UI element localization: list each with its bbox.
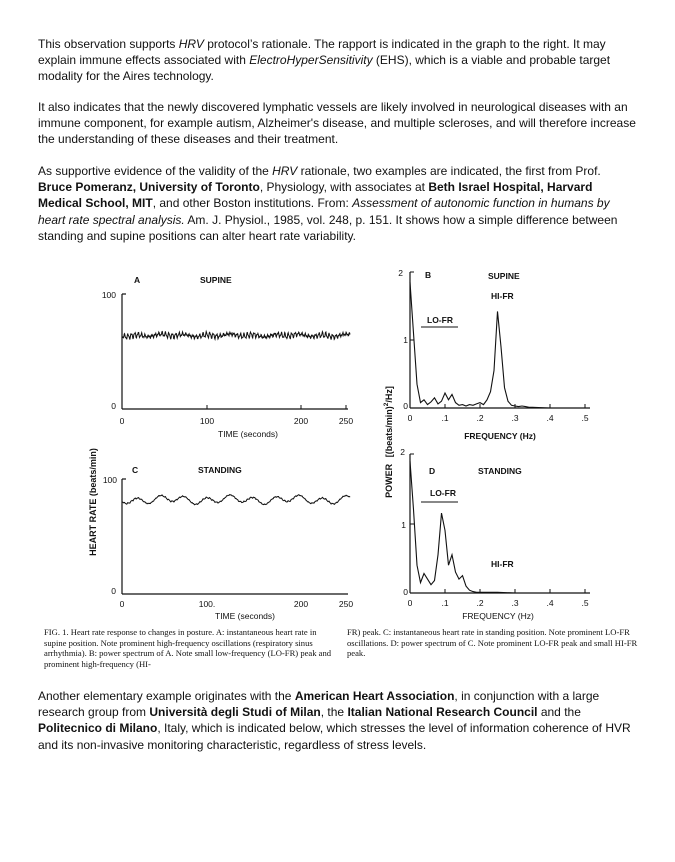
panel-d-x-label: FREQUENCY (Hz)	[462, 611, 534, 621]
panel-b-y-tick-label-2: 2	[398, 268, 403, 278]
panel-d-letter: D	[429, 466, 436, 476]
text-run: Italian National Research Council	[347, 705, 538, 720]
text-run: Another elementary example originates with the	[38, 689, 295, 703]
text-run: American Heart Association	[294, 689, 455, 703]
text-run: Am. J. Physiol., 1985, vol. 248, p. 151. It shows how a simple difference between standing and supine positions can alter heart rate variability.	[38, 212, 618, 243]
panel-c-y-top: 100	[102, 475, 117, 485]
figure-svg	[80, 262, 660, 622]
text-run: Assessment of autonomic function in humans by heart rate spectral analysis.	[38, 196, 610, 227]
panel-d-lo-label: LO-FR	[430, 488, 456, 498]
panel-b-y-tick-label-1: 1	[403, 335, 408, 345]
panel-c-x-tick-label-200: 200	[293, 599, 309, 609]
panel-d-x-tick-label: .3	[511, 598, 519, 608]
y-axis-power-prefix: POWER	[384, 463, 394, 498]
paragraph-3	[38, 163, 638, 244]
panel-c-y-bottom: 0	[111, 586, 116, 596]
figure-caption-left: FIG. 1. Heart rate response to changes in posture. A: instantaneous heart rate in supine position. Note prominent high-frequency oscillations (respiratory sinus arrhythmia). B: power spectrum of A. Note small low-frequency (LO-FR) peak and prominent high-frequency (HI-	[44, 627, 332, 669]
text-run: Politecnico di Milano	[38, 721, 158, 736]
text-run: Beth Israel Hospital, Harvard Medical School, MIT	[38, 180, 593, 211]
panel-b-hi-label: HI-FR	[491, 291, 514, 301]
panel-b-title: SUPINE	[488, 271, 520, 281]
panel-b-spectrum	[410, 282, 585, 408]
text-run: and the	[537, 705, 581, 720]
text-run: protocol’s rationale. The rapport is indicated in the graph to the right. It may explain immune effects associated with	[38, 37, 606, 68]
text-run: This observation supports	[38, 37, 179, 51]
text-run: , in conjunction with a large research group from	[38, 689, 600, 720]
panel-b-lo-label: LO-FR	[427, 315, 453, 325]
panel-b-x-label: FREQUENCY (Hz)	[464, 431, 536, 441]
panel-a-x-label: TIME (seconds)	[218, 429, 278, 439]
panel-b-x-tick-label: .4	[546, 413, 554, 423]
panel-a-y-top: 100	[101, 290, 116, 300]
text-run: , Italy, which is indicated below, which stresses the level of information coherence of HVR and its non-invasive monitoring characteristic, regardless of stress levels.	[38, 721, 631, 752]
panel-b-x-tick-label: .3	[511, 413, 519, 423]
y-axis-label-heart-rate: HEART RATE (beats/min)	[88, 448, 98, 556]
panel-d-x-tick-label: .4	[546, 598, 554, 608]
panel-b-x-tick-label: .1	[441, 413, 449, 423]
text-run: Bruce Pomeranz, University of Toronto	[38, 180, 260, 195]
figure-hrv-posture	[80, 262, 660, 622]
y-axis-power-sup: 2	[383, 402, 390, 407]
panel-d-title: STANDING	[478, 466, 522, 476]
panel-a-x-tick-label-100: 100	[199, 416, 215, 426]
panel-a	[102, 275, 354, 439]
panel-b-x-tick-label: .5	[581, 413, 589, 423]
text-run: (EHS), which is a viable and probable target modality for the Aires technology.	[38, 53, 611, 84]
panel-d-x-tick-label: .2	[476, 598, 484, 608]
panel-c-trace	[122, 495, 350, 505]
panel-d-x-tick-label: .5	[581, 598, 589, 608]
panel-a-x-tick-label-250: 250	[338, 416, 354, 426]
panel-d-x-tick-label: 0	[407, 598, 413, 608]
panel-d	[400, 447, 590, 621]
panel-d-x-tick-label: .1	[441, 598, 449, 608]
text-run: ElectroHyperSensitivity	[249, 53, 373, 68]
panel-d-y-tick-label-1: 1	[401, 520, 406, 530]
panel-a-trace	[122, 331, 350, 339]
text-run: As supportive evidence of the validity of the	[38, 164, 273, 178]
text-run: HRV	[178, 37, 204, 51]
panel-d-hi-label: HI-FR	[491, 559, 514, 569]
panel-a-letter: A	[134, 275, 141, 285]
figure-caption-right: FR) peak. C: instantaneous heart rate in standing position. Note prominent LO-FR oscillations. D: power spectrum of C. Note prominent LO-FR peak and small HI-FR peak.	[347, 627, 638, 659]
panel-b-x-tick-label: 0	[407, 413, 413, 423]
panel-b-x-ticks	[408, 404, 589, 423]
y-axis-power-tail: /Hz]	[384, 386, 394, 403]
panel-c-x-tick-label-0: 0	[119, 599, 125, 609]
panel-c-x-tick-label-250: 250	[338, 599, 354, 609]
panel-d-spectrum	[410, 461, 585, 593]
panel-c-title: STANDING	[198, 465, 242, 475]
text-run: , the	[320, 705, 348, 720]
text-run: It also indicates that the newly discovered lymphatic vessels are likely involved in neurological diseases with an immune component, for example autism, Alzheimer's disease, and multiple scleroses, and will therefore increase the understanding of these diseases and their treatment.	[38, 100, 636, 147]
panel-b-y-tick-label-0: 0	[403, 401, 408, 411]
panel-d-y-tick-label-0: 0	[403, 587, 408, 597]
panel-b-letter: B	[425, 270, 432, 280]
text-run: , Physiology, with associates at	[259, 180, 429, 195]
panel-c	[103, 465, 354, 621]
text-run: , and other Boston institutions. From:	[152, 196, 353, 211]
paragraph-4	[38, 688, 638, 753]
paragraph-2	[38, 99, 638, 148]
panel-d-y-tick-label-2: 2	[400, 447, 405, 457]
y-axis-power-units: [(beats/min)	[384, 406, 394, 458]
text-run: Università degli Studi of Milan	[149, 705, 321, 720]
text-run: rationale, two examples are indicated, the first from Prof.	[297, 164, 601, 178]
panel-a-title: SUPINE	[200, 275, 232, 285]
panel-a-y-bottom: 0	[111, 401, 116, 411]
panel-c-x-label: TIME (seconds)	[215, 611, 275, 621]
text-run: HRV	[272, 164, 298, 178]
panel-b	[398, 268, 590, 441]
panel-a-x-tick-label-200: 200	[293, 416, 309, 426]
panel-c-letter: C	[132, 465, 139, 475]
paragraph-1	[38, 36, 638, 85]
panel-a-x-tick-label-0: 0	[119, 416, 125, 426]
y-axis-label-power	[383, 386, 394, 498]
panel-c-x-tick-label-100: 100.	[198, 599, 216, 609]
panel-b-x-tick-label: .2	[476, 413, 484, 423]
